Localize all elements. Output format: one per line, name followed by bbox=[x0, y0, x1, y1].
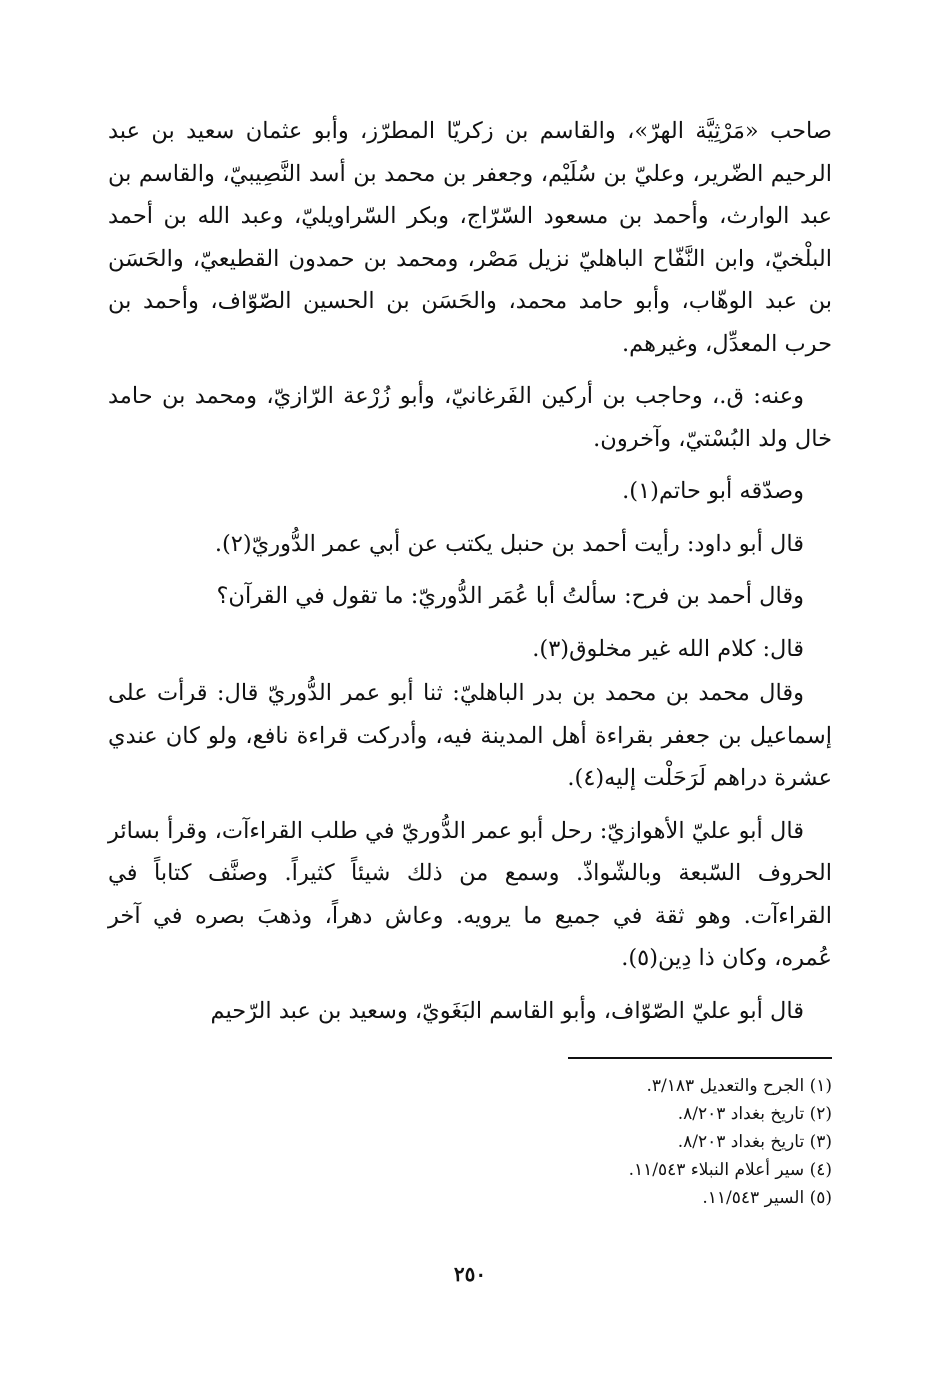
footnote-2: (٢) تاريخ بغداد ٨/٢٠٣. bbox=[677, 1104, 832, 1124]
paragraph-answer: قال: كلام الله غير مخلوق(٣). bbox=[532, 635, 804, 662]
footnote-3: (٣) تاريخ بغداد ٨/٢٠٣. bbox=[677, 1132, 832, 1152]
paragraph-ahwazi: قال أبو عليّ الأهوازيّ: رحل أبو عمر الدُّوريّ في طلب القراءآت، وقرأ بسائر الحروف السّبعة وبالشّواذّ. وسمع من ذلك شيئاً كثيراً. وصنَّف كتاباً في القراءآت. وهو ثقة في جميع ما يرويه. وعاش دهراً، وذهبَ بصره في آخر عُمره، وكان ذا دِين(٥). bbox=[108, 817, 832, 971]
footnote-4: (٤) سير أعلام النبلاء ١١/٥٤٣. bbox=[628, 1160, 832, 1180]
footnote-5: (٥) السير ١١/٥٤٣. bbox=[702, 1188, 832, 1208]
footnote-1: (١) الجرح والتعديل ٣/١٨٣. bbox=[646, 1076, 832, 1096]
paragraph-abu-dawud: قال أبو داود: رأيت أحمد بن حنبل يكتب عن أبي عمر الدُّوريّ(٢). bbox=[214, 530, 804, 557]
paragraph-students: وعنه: ق.، وحاجب بن أركين الفَرغانيّ، وأبو زُرْعة الرّازيّ، ومحمد بن حامد خال ولد البُسْتيّ، وآخرون. bbox=[108, 383, 832, 452]
paragraph-sawwaf: قال أبو عليّ الصّوّاف، وأبو القاسم البَغَويّ، وسعيد بن عبد الرّحيم bbox=[210, 997, 804, 1024]
main-text bbox=[108, 110, 832, 1042]
paragraph-question: وقال أحمد بن فرح: سألتُ أبا عُمَر الدُّوريّ: ما تقول في القرآن؟ bbox=[216, 583, 804, 609]
paragraph-abu-hatim: وصدّقه أبو حاتم(١). bbox=[622, 478, 804, 504]
footnote-separator bbox=[568, 1057, 832, 1059]
page-number: ٢٥٠ bbox=[453, 1262, 487, 1286]
footnotes bbox=[440, 1072, 832, 1212]
paragraph-bahili: وقال محمد بن محمد بن بدر الباهليّ: ثنا أبو عمر الدُّوريّ قال: قرأت على إسماعيل بن جعفر بقراءة أهل المدينة فيه، وأدركت قراءة نافع، ولو كان عندي عشرة دراهم لَرَحَلْت إليه(٤). bbox=[108, 680, 832, 791]
paragraph-teachers: صاحب «مَرْثِيَّة الهرّ»، والقاسم بن زكريّا المطرّز، وأبو عثمان سعيد بن عبد الرحيم الضّرير، وعليّ بن سُلَيْم، وجعفر بن محمد بن أسد النَّصِيبيّ، والقاسم بن عبد الوارث، وأحمد بن مسعود السّرّاج، وبكر السّراويليّ، وعبد الله بن أحمد البلْخيّ، وابن النَّفّاح الباهليّ نزيل مَصْر، ومحمد بن حمدون القطيعيّ، والحَسَن بن عبد الوهّاب، وأبو حامد محمد، والحَسَن بن الحسين الصّوّاف، وأحمد بن حرب المعدِّل، وغيرهم. bbox=[108, 118, 832, 357]
